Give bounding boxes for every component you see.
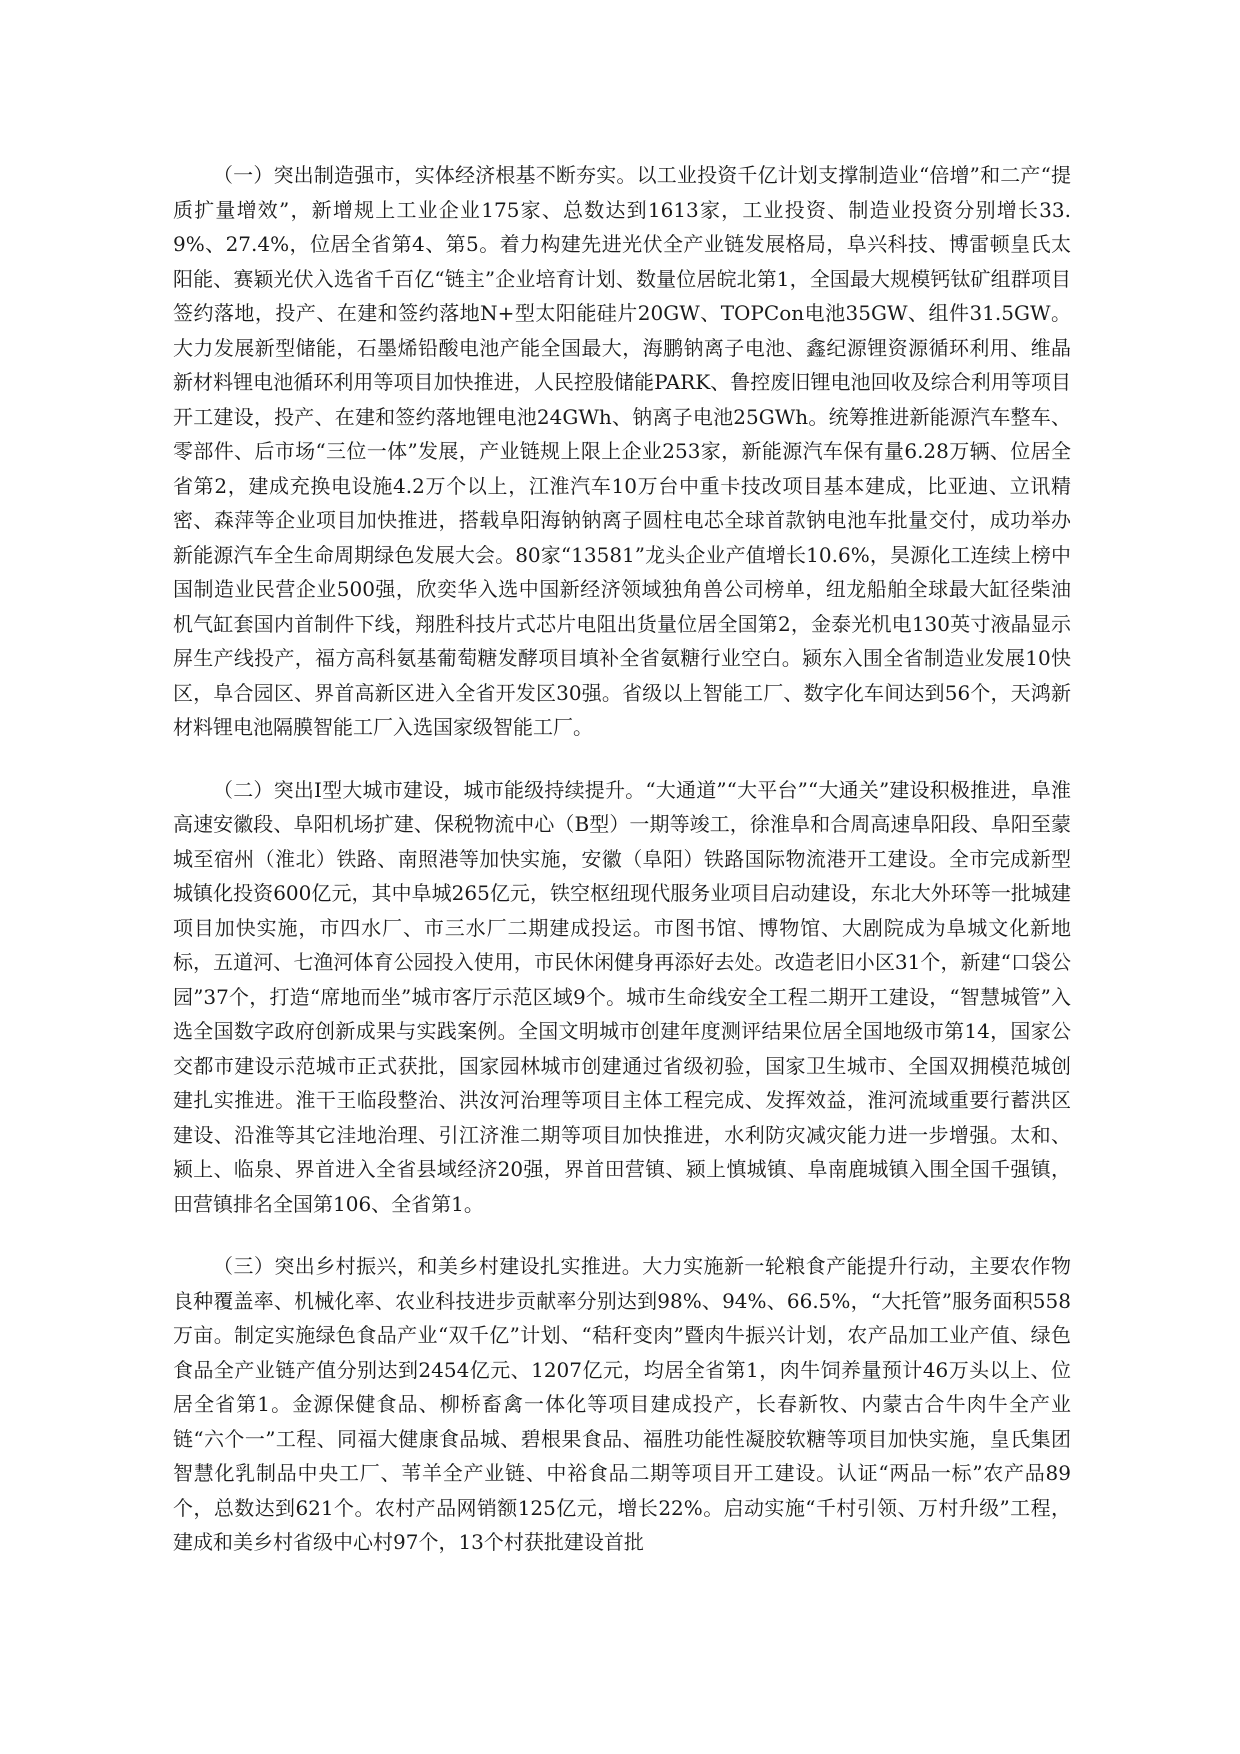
document-page: [173, 158, 1071, 1560]
paragraph-rural-revitalization: （三）突出乡村振兴，和美乡村建设扎实推进。大力实施新一轮粮食产能提升行动，主要农作物良种覆盖率、机械化率、农业科技进步贡献率分别达到98%、94%、66.5%，“大托管”服务面积558万亩。制定实施绿色食品产业“双千亿”计划、“秸秆变肉”暨肉牛振兴计划，农产品加工业产值、绿色食品全产业链产值分别达到2454亿元、1207亿元，均居全省第1，肉牛饲养量预计46万头以上、位居全省第1。金源保健食品、柳桥畜禽一体化等项目建成投产，长春新牧、内蒙古合牛肉牛全产业链“六个一”工程、同福大健康食品城、碧根果食品、福胜功能性凝胶软糖等项目加快实施，皇氏集团智慧化乳制品中央工厂、苇羊全产业链、中裕食品二期等项目开工建设。认证“两品一标”农产品89个，总数达到621个。农村产品网销额125亿元，增长22%。启动实施“千村引领、万村升级”工程，建成和美乡村省级中心村97个，13个村获批建设首批: [173, 1254, 1071, 1554]
paragraph-manufacturing: （一）突出制造强市，实体经济根基不断夯实。以工业投资千亿计划支撑制造业“倍增”和二产“提质扩量增效”，新增规上工业企业175家、总数达到1613家，工业投资、制造业投资分别增长33.9%、27.4%，位居全省第4、第5。着力构建先进光伏全产业链发展格局，阜兴科技、博雷顿皇氏太阳能、赛颖光伏入选省千百亿“链主”企业培育计划、数量位居皖北第1，全国最大规模钙钛矿组群项目签约落地，投产、在建和签约落地N+型太阳能硅片20GW、TOPCon电池35GW、组件31.5GW。大力发展新型储能，石墨烯铅酸电池产能全国最大，海鹏钠离子电池、鑫纪源锂资源循环利用、维晶新材料锂电池循环利用等项目加快推进，人民控股储能PARK、鲁控废旧锂电池回收及综合利用等项目开工建设，投产、在建和签约落地锂电池24GWh、钠离子电池25GWh。统筹推进新能源汽车整车、零部件、后市场“三位一体”发展，产业链规上限上企业253家，新能源汽车保有量6.28万辆、位居全省第2，建成充换电设施4.2万个以上，江淮汽车10万台中重卡技改项目基本建成，比亚迪、立讯精密、森萍等企业项目加快推进，搭载阜阳海钠钠离子圆柱电芯全球首款钠电池车批量交付，成功举办新能源汽车全生命周期绿色发展大会。80家“13581”龙头企业产值增长10.6%，昊源化工连续上榜中国制造业民营企业500强，欣奕华入选中国新经济领域独角兽公司榜单，纽龙船舶全球最大缸径柴油机气缸套国内首制件下线，翔胜科技片式芯片电阻出货量位居全国第2，金泰光机电130英寸液晶显示屏生产线投产，福方高科氨基葡萄糖发酵项目填补全省氨糖行业空白。颍东入围全省制造业发展10快区，阜合园区、界首高新区进入全省开发区30强。省级以上智能工厂、数字化车间达到56个，天鸿新材料锂电池隔膜智能工厂入选国家级智能工厂。: [173, 163, 1071, 739]
paragraph-urban-construction: （二）突出I型大城市建设，城市能级持续提升。“大通道”“大平台”“大通关”建设积极推进，阜淮高速安徽段、阜阳机场扩建、保税物流中心（B型）一期等竣工，徐淮阜和合周高速阜阳段、阜阳至蒙城至宿州（淮北）铁路、南照港等加快实施，安徽（阜阳）铁路国际物流港开工建设。全市完成新型城镇化投资600亿元，其中阜城265亿元，铁空枢纽现代服务业项目启动建设，东北大外环等一批城建项目加快实施，市四水厂、市三水厂二期建成投运。市图书馆、博物馆、大剧院成为阜城文化新地标，五道河、七渔河体育公园投入使用，市民休闲健身再添好去处。改造老旧小区31个，新建“口袋公园”37个，打造“席地而坐”城市客厅示范区域9个。城市生命线安全工程二期开工建设，“智慧城管”入选全国数字政府创新成果与实践案例。全国文明城市创建年度测评结果位居全国地级市第14，国家公交都市建设示范城市正式获批，国家园林城市创建通过省级初验，国家卫生城市、全国双拥模范城创建扎实推进。淮干王临段整治、洪汝河治理等项目主体工程完成、发挥效益，淮河流域重要行蓄洪区建设、沿淮等其它洼地治理、引江济淮二期等项目加快推进，水利防灾减灾能力进一步增强。太和、颍上、临泉、界首进入全省县域经济20强，界首田营镇、颍上慎城镇、阜南鹿城镇入围全国千强镇，田营镇排名全国第106、全省第1。: [173, 777, 1071, 1216]
